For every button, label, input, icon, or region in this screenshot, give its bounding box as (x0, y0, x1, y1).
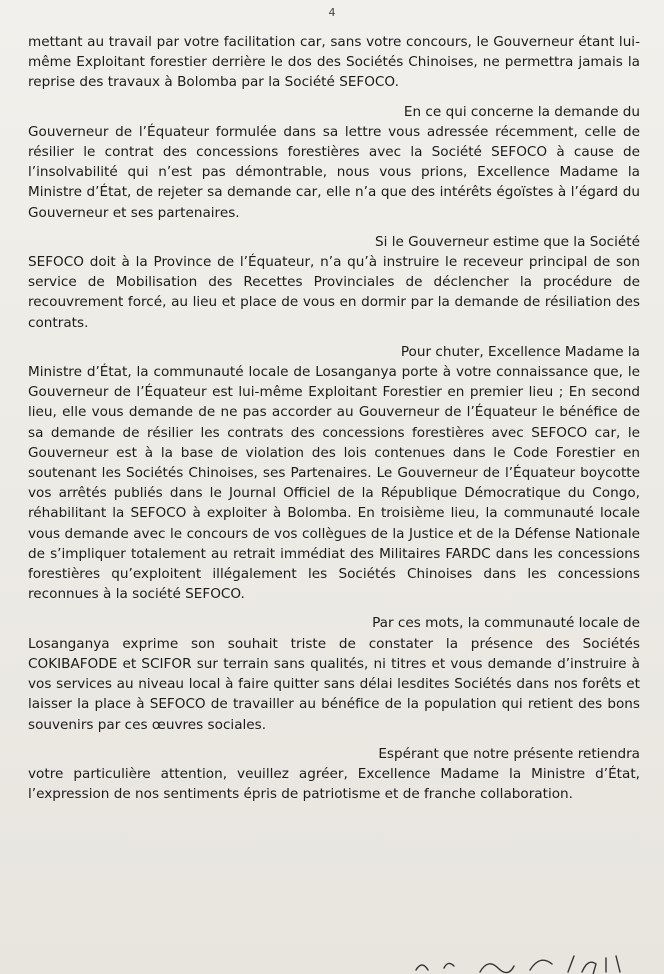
paragraph-6 (28, 744, 640, 805)
paragraph-text: Ministre d’État, la communauté locale de Losanganya porte à votre connaissance que, le Gouverneur de l’Équateur est lui-même Exploitant Forestier en premier lieu ; En second lieu, elle vous demande de ne pas accorder au Gouverneur de l’Équateur le bénéfice de sa demande de résilier les contrats des concessions forestières avec SEFOCO car, le Gouverneur est à la base de violation des lois contenues dans le Code Forestier en soutenant les Sociétés Chinoises, ses Partenaires. Le Gouverneur de l’Équateur boycotte vos arrêtés publiés dans le Journal Officiel de la République Démocratique du Congo, réhabilitant la SEFOCO à exploiter à Bolomba. En troisième lieu, la communauté locale vous demande avec le concours de vos collègues de la Justice et de la Défense Nationale de s’impliquer totalement au retrait immédiat des Militaires FARDC dans les concessions forestières qu’exploitent illégalement les Sociétés Chinoises dans les concessions reconnues à la société SEFOCO. (28, 364, 640, 603)
paragraph-text: SEFOCO doit à la Province de l’Équateur, n’a qu’à instruire le receveur principal de son service de Mobilisation des Recettes Provinciales de déclencher la procédure de recouvrement forcé, au lieu et place de vous en dormir par la demande de résiliation des contrats. (28, 254, 640, 331)
page-number: 4 (328, 6, 336, 19)
paragraph-text: Losanganya exprime son souhait triste de constater la présence des Sociétés COKIBAFODE et SCIFOR sur terrain sans qualités, ni titres et vous demande d’instruire à vos services au niveau local à faire quitter sans délai lesdites Sociétés dans nos forêts et laisser la place à SEFOCO de travailler au bénéfice de la population qui retient des bons souvenirs par ces œuvres sociales. (28, 635, 640, 733)
paragraph-text: mettant au travail par votre facilitation car, sans votre concours, le Gouverneur étant lui-même Exploitant forestier derrière le dos des Sociétés Chinoises, ne permettra jamais la reprise des travaux à Bolomba par la Société SEFOCO. (28, 34, 640, 91)
paragraph-lead: Si le Gouverneur estime que la Société (374, 233, 640, 250)
paragraph-text: votre particulière attention, veuillez agréer, Excellence Madame la Ministre d’État, l’expression de nos sentiments épris de patriotisme et de franche collaboration. (28, 765, 640, 803)
paragraph-lead: Pour chuter, Excellence Madame la (400, 343, 640, 360)
paragraph-4 (28, 342, 640, 605)
paragraph-lead: Espérant que notre présente retiendra (378, 745, 640, 762)
paragraph-2 (28, 102, 640, 223)
paragraph-1 (28, 32, 640, 93)
paragraph-text: Gouverneur de l’Équateur formulée dans sa lettre vous adressée récemment, celle de résilier le contrat des concessions forestières avec la Société SEFOCO à cause de l’insolvabilité qui n’est pas démontrable, nous vous prions, Excellence Madame la Ministre d’État, de rejeter sa demande car, elle n’a que des intérêts égoïstes à l’égard du Gouverneur et ses partenaires. (28, 123, 640, 221)
paragraph-3 (28, 232, 640, 333)
letter-body (28, 32, 640, 813)
paragraph-lead: Par ces mots, la communauté locale de (372, 615, 640, 632)
signature-scribble (410, 952, 640, 974)
paragraph-lead: En ce qui concerne la demande du (403, 103, 640, 120)
paragraph-5 (28, 613, 640, 734)
